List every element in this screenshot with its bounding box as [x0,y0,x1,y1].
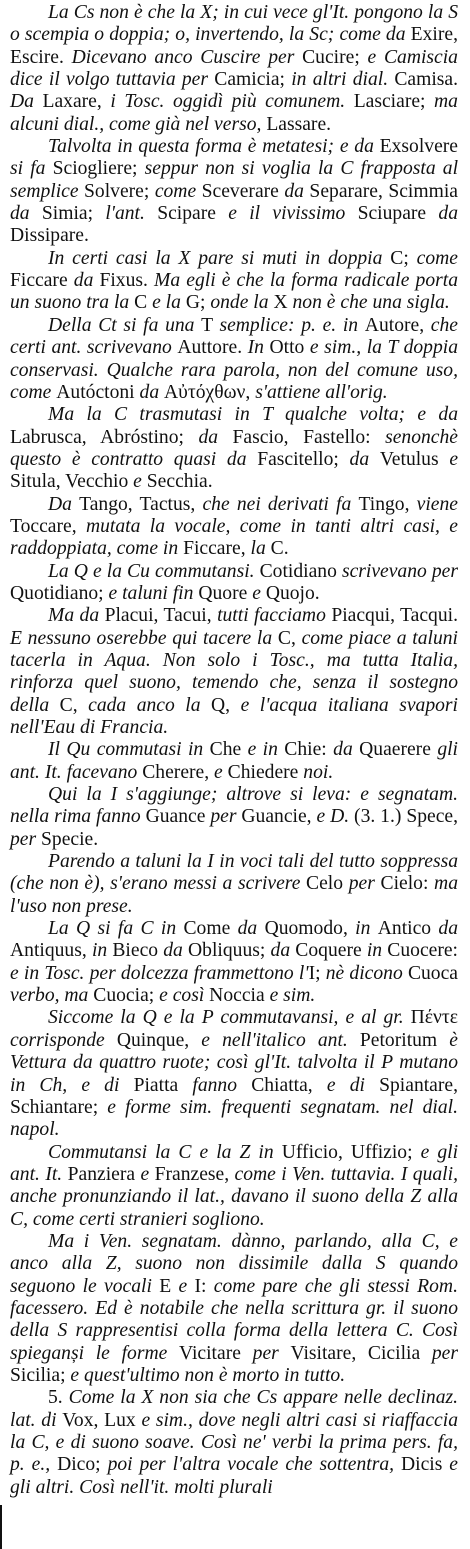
roman-text-run: Secchia. [146,471,213,493]
italic-text-run: da [333,739,360,761]
roman-text-run: Toccare, [10,515,86,537]
roman-text-run: Guancie, [241,806,317,828]
italic-text-run: che nei derivati fa [202,493,359,515]
roman-text-run: Come [183,918,238,940]
roman-text-run: Fascio, Fastello: [232,426,386,448]
italic-text-run: come i Ven. tuttavia. I quali, anche pronunziando il lat., davano il suono della Z alla C, come certi stranieri sogliono. [10,1163,458,1230]
roman-text-run: Fascitello; [257,448,350,470]
italic-text-run: si fa [10,158,53,180]
italic-text-run: Parendo a taluni la I in voci tali del tutto soppressa (che non è), s'erano messi a scrivere [10,851,458,895]
roman-text-run: Celo [306,873,349,895]
roman-text-run: Scipare [157,203,229,225]
italic-text-run: da [73,270,100,292]
italic-text-run: La Q si fa C in [48,918,184,940]
roman-text-run: C. [270,538,289,560]
italic-text-run: per [252,1342,291,1364]
italic-text-run: da [10,203,42,225]
paragraph [10,1387,458,1499]
italic-text-run: ma alcuni dial., come già nel verso, [10,91,458,135]
roman-text-run: Dico; [57,1454,108,1476]
roman-text-run: Obliquus; [188,940,271,962]
italic-text-run: i Tosc. oggidì più comunem. [110,91,354,113]
roman-text-run: Petoritum [359,1029,450,1051]
roman-text-run: C [134,292,153,314]
paragraph [10,315,458,404]
italic-text-run: e in Tosc. per dolcezza frammettono l' [10,962,309,984]
roman-text-run: Franzese, [154,1163,235,1185]
roman-text-run: Lasciare; [353,91,435,113]
italic-text-run: onde la [210,292,274,314]
italic-text-run: Ma da [48,605,105,627]
roman-text-run: Cuocia; [93,985,160,1007]
italic-text-run: E nessuno oserebbe qui tacere la [10,627,278,649]
italic-text-run: da [198,426,233,448]
paragraph [10,739,458,784]
italic-text-run: Della Ct si fa una [48,314,202,336]
roman-text-run: C; [390,247,417,269]
italic-text-run: Ma egli è che la forma radicale porta un suono tra la [10,270,458,314]
italic-text-run: e [133,471,147,493]
roman-text-run: Quomodo, [264,918,356,940]
roman-text-run: Cherere, [142,761,215,783]
italic-text-run: In [247,337,270,359]
paragraph [10,1007,458,1141]
paragraph [10,784,458,851]
roman-text-run: Quaerere [359,739,438,761]
roman-text-run: C, [277,627,302,649]
roman-text-run: Sciogliere; [52,158,145,180]
italic-text-run: in [355,918,378,940]
roman-text-run: Ficcare [10,270,74,292]
roman-text-run: Sciupare [357,203,439,225]
roman-text-run: Camisa. [394,69,459,91]
roman-text-run: Coquere [295,940,367,962]
italic-text-run: da [284,180,310,202]
italic-text-run: e gli altri. Così nell'it. molti plurali [10,1454,458,1498]
roman-text-run: Fixus. [99,270,155,292]
italic-text-run: poi per l'altra vocale che sottentra, [107,1454,401,1476]
roman-text-run: Q, [211,694,241,716]
roman-text-run: Visitare, Cicilia [290,1342,432,1364]
italic-text-run: semplice: p. e. in [219,314,365,336]
roman-text-run: Bieco [112,940,164,962]
italic-text-run: come [154,180,202,202]
italic-text-run: e così [159,985,210,1007]
italic-text-run: e gli ant. It. [10,1141,459,1185]
italic-text-run: fanno [192,1074,252,1096]
roman-text-run: Cuocere: [387,940,459,962]
italic-text-run: e Camiscia dice il volgo tuttavia per [10,46,458,91]
roman-text-run: Πέντε [410,1007,458,1029]
italic-text-run: per [348,873,381,895]
italic-text-run: in altri dial. [291,69,395,91]
italic-text-run: Siccome la Q e la P commutavansi, e al gr. [48,1007,411,1029]
italic-text-run: tutti facciamo [217,605,332,627]
roman-text-run: Specie. [41,828,99,850]
italic-text-run: e nell'italico ant. [201,1029,360,1051]
italic-text-run: in [91,940,113,962]
roman-text-run: Simia; [41,203,106,225]
italic-text-run: e D. [316,806,355,828]
roman-text-run: Lassare. [266,113,332,135]
italic-text-run: la [250,538,271,560]
paragraph [10,404,458,493]
roman-text-run: Chie: [284,739,334,761]
roman-text-run: Autóctoni [56,381,140,403]
roman-text-run: Dicis [400,1454,450,1476]
roman-text-run: Solvere; [84,180,155,202]
roman-text-run: Separare, Scimmia [309,180,458,202]
italic-text-run: Il Qu commutasi in [48,739,210,761]
italic-text-run: come [416,247,458,269]
italic-text-run: per [210,806,242,828]
italic-text-run: Ma i Ven. segnatam. dànno, parlando, alla C, e anco alla Z, suono non dissimile dalla S quando seguono le vocali [10,1230,458,1297]
roman-text-run: T [201,314,220,336]
roman-text-run: Che [209,739,248,761]
italic-text-run: e [140,1163,155,1185]
italic-text-run: La Cs non è che la X; in cui vece gl'It. pongono la S o scempia o doppia; o, invertendo, la Sc; come da [10,2,458,46]
roman-text-run: Chiedere [227,761,304,783]
roman-text-run: Camicia; [214,69,292,91]
paragraph [10,1142,458,1231]
italic-text-run: in [366,940,388,962]
italic-text-run: e la [152,292,186,314]
italic-text-run: da [237,918,265,940]
italic-text-run: s'attiene all'orig. [255,381,388,403]
roman-text-run: I: [194,1275,214,1297]
italic-text-run: In certi casi la X pare si muti in doppia [48,247,391,269]
paragraph [10,136,458,248]
paragraph [10,494,458,561]
roman-text-run: Panziera [67,1163,141,1185]
italic-text-run: cada anco la [88,694,212,716]
roman-text-run: Piacqui, Tacqui. [331,605,458,627]
roman-text-run: Antico [377,918,439,940]
paragraph [10,1231,458,1387]
italic-text-run: da [438,203,459,225]
roman-text-run: Vicitare [179,1342,253,1364]
roman-text-run: E [159,1275,179,1297]
italic-text-run: Qui la I s'aggiunge; altrove si leva: e segnatam. nella rima fanno [10,784,458,828]
italic-text-run: noi. [303,761,334,783]
italic-text-run: senonchè questo è contratto quasi da [10,426,458,470]
italic-text-run: nè dicono [325,962,408,984]
margin-rule [0,1505,2,1549]
italic-text-run: verbo, ma [10,985,94,1007]
roman-text-run: Cuoca [407,962,458,984]
italic-text-run: è Vettura da quattro ruote; così gl'It. talvolta il P mutano in Ch, e di [10,1029,458,1096]
italic-text-run: La Q e la Cu commutansi. [48,560,260,582]
roman-text-run: Tingo, [358,493,417,515]
italic-text-run: e sim. [269,985,316,1007]
roman-text-run: X [273,292,293,314]
roman-text-run: Autore, [364,314,431,336]
italic-text-run: ma l'uso non prese. [10,873,458,917]
italic-text-run: non è che una sigla. [292,292,450,314]
italic-text-run: e [214,761,228,783]
italic-text-run: come piace a taluni tacerla in Aqua. Non solo i Tosc., ma tutta Italia, rinforza quel suono, temendo che, senza il sostegno della [10,627,458,716]
italic-text-run: Da [10,91,43,113]
italic-text-run: da [438,918,459,940]
roman-text-run: Vox, Lux [62,1409,142,1431]
roman-text-run: 5. [48,1387,69,1409]
italic-text-run: e taluni fin [108,582,199,604]
italic-text-run: come pare che gli stessi Rom. facessero. Ed è notabile che nella scrittura gr. il suono della S rappresentisi colla forma della lettera C. Così spieganși le forme [10,1275,458,1364]
roman-text-run: Cucire; [302,46,368,68]
paragraph [10,2,458,136]
italic-text-run: per [10,828,42,850]
italic-text-run: che certi ant. scrivevano [10,314,458,359]
roman-text-run: Vetulus [379,448,450,470]
roman-text-run: Dissipare. [10,225,89,247]
roman-text-run: Spiantare, Schiantare; [10,1074,459,1118]
roman-text-run: Exire, Escire. [10,24,458,68]
italic-text-run: e forme sim. frequenti segnatam. nel dial. napol. [10,1096,458,1141]
roman-text-run: Quore [198,582,253,604]
roman-text-run: Situla, Vecchio [10,471,134,493]
roman-text-run: Labrusca, Abróstino; [10,426,199,448]
roman-text-run: Sicilia; [10,1364,71,1386]
roman-text-run: Αὐτόχθων, [164,381,256,403]
roman-text-run: Otto [269,337,310,359]
roman-text-run: Quotidiano; [10,582,109,604]
italic-text-run: e il vivissimo [228,203,358,225]
roman-text-run: Piatta [133,1074,193,1096]
text-body [10,2,458,1499]
roman-text-run: Exsolvere [379,136,458,158]
italic-text-run: scrivevano per [341,560,458,582]
italic-text-run: da [163,940,189,962]
roman-text-run: Guance [145,806,211,828]
italic-text-run: l'ant. [105,203,158,225]
italic-text-run: e di [326,1074,380,1096]
italic-text-run: e [252,582,266,604]
italic-text-run: Dicevano anco Cuscire per [71,46,303,68]
italic-text-run: e in [247,739,285,761]
italic-text-run: Commutansi la C e la Z in [48,1141,282,1163]
roman-text-run: Quinque, [116,1029,202,1051]
roman-text-run: Auttore. [177,337,248,359]
italic-text-run: da [139,381,165,403]
italic-text-run: e sim., la T doppia conservasi. Qualche rara parola, non del comune uso, come [10,337,458,403]
roman-text-run: G; [185,292,211,314]
italic-text-run: e [178,1275,195,1297]
roman-text-run: Noccia [209,985,270,1007]
roman-text-run: Sceverare [201,180,285,202]
italic-text-run: e l'acqua italiana svapori nell'Eau di Francia. [10,694,459,738]
italic-text-run: per [431,1342,458,1364]
italic-text-run: gli ant. It. facevano [10,739,458,783]
italic-text-run: mutata la vocale, come in tanti altri casi, e raddoppiata, come in [10,515,458,560]
paragraph [10,561,458,606]
roman-text-run: Ufficio, Uffizio; [281,1141,421,1163]
italic-text-run: e [449,448,459,470]
italic-text-run: seppur non si voglia la C frapposta al semplice [10,158,459,202]
italic-text-run: Ma la C trasmutasi in T qualche volta; e da [48,404,458,426]
roman-text-run: Ficcare, [183,538,251,560]
roman-text-run: Tango, Tactus, [79,493,203,515]
italic-text-run: Talvolta in questa forma è metatesi; e da [48,136,380,158]
roman-text-run: I; [308,962,326,984]
italic-text-run: da [349,448,380,470]
roman-text-run: Laxare, [42,91,111,113]
paragraph [10,851,458,918]
italic-text-run: Da [48,493,80,515]
roman-text-run: Quojo. [265,582,320,604]
roman-text-run: Placui, Tacui, [104,605,218,627]
italic-text-run: viene [416,493,458,515]
paragraph [10,605,458,739]
italic-text-run: corrisponde [10,1029,117,1051]
italic-text-run: Come la X non sia che Cs appare nelle declinaz. lat. di [10,1387,459,1431]
roman-text-run: Antiquus, [10,940,92,962]
roman-text-run: C, [59,694,89,716]
roman-text-run: Cotidiano [259,560,342,582]
paragraph [10,918,458,1007]
italic-text-run: e quest'ultimo non è morto in tutto. [70,1364,346,1386]
italic-text-run: e sim., dove negli altri casi si riaffaccia la C, e di suono soave. Così ne' verbi la prima pers. fa, p. e., [10,1409,458,1476]
roman-text-run: (3. 1.) Spece, [354,806,458,828]
paragraph [10,248,458,315]
roman-text-run: Cielo: [380,873,435,895]
italic-text-run: da [270,940,296,962]
roman-text-run: Chiatta, [251,1074,327,1096]
